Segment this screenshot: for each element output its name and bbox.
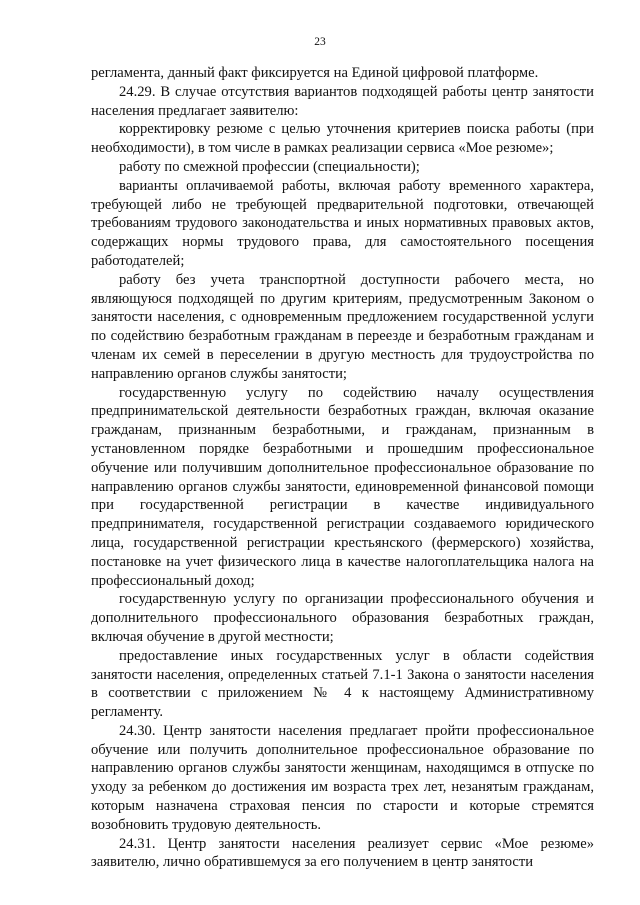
paragraph-24-30: 24.30. Центр занятости населения предлагает пройти профессиональное обучение или получить дополнительное профессиональное образование по направлению органов службы занятости женщинам, находящимся в отпуске по уходу за ребенком до достижения им возраста трех лет, незанятым гражданам, которым назначена страховая пенсия по старости и которые стремятся возобновить трудовую деятельность. <box>91 722 594 833</box>
list-item-resume-correction: корректировку резюме с целью уточнения критериев поиска работы (при необходимости), в том числе в рамках реализации сервиса «Мое резюме»; <box>91 121 594 157</box>
list-item-entrepreneurship-service: государственную услугу по содействию началу осуществления предпринимательской деятельности безработных граждан, включая оказание гражданам, признанным безработными, и гражданам, признанным в установленном порядке безработными и прошедшим профессиональное обучение или получившим дополнительное профессиональное образование по направлению органов службы занятости, единовременной финансовой помощи при государственной регистрации в качестве индивидуального предпринимателя, государственной регистрации создаваемого юридического лица, государственной регистрации крестьянского (фермерского) хозяйства, постановке на учет физического лица в качестве налогоплательщика налога на профессиональный доход; <box>91 384 594 589</box>
list-item-paid-work-options: варианты оплачиваемой работы, включая работу временного характера, требующей либо не требующей предварительной подготовки, отвечающей требованиям трудового законодательства и иных нормативных правовых актов, содержащих нормы трудового права, для самостоятельного посещения работодателей; <box>91 177 594 269</box>
page-number: 23 <box>314 36 326 48</box>
list-item-work-without-transport: работу без учета транспортной доступности рабочего места, но являющуюся подходящей по другим критериям, предусмотренным Законом о занятости населения, с одновременным предложением государственной услуги по содействию безработным гражданам в переезде и безработным гражданам и членам их семей в переселении в другую местность для трудоустройства по направлению органов службы занятости; <box>91 271 594 382</box>
paragraph-24-29: 24.29. В случае отсутствия вариантов подходящей работы центр занятости населения предлагает заявителю: <box>91 83 594 119</box>
list-item-related-profession: работу по смежной профессии (специальности); <box>119 158 420 175</box>
list-item-professional-training: государственную услугу по организации профессионального обучения и дополнительного профессионального образования безработных граждан, включая обучение в другой местности; <box>91 591 594 645</box>
paragraph-continuation: регламента, данный факт фиксируется на Единой цифровой платформе. <box>91 65 539 81</box>
list-item-other-services: предоставление иных государственных услуг в области содействия занятости населения, определенных статьей 7.1-1 Закона о занятости населения в соответствии с приложением № 4 к настоящему Административному регламенту. <box>91 647 594 721</box>
paragraph-24-31: 24.31. Центр занятости населения реализует сервис «Мое резюме» заявителю, лично обратившемуся за его получением в центр занятости <box>91 835 594 871</box>
document-body <box>91 64 594 872</box>
